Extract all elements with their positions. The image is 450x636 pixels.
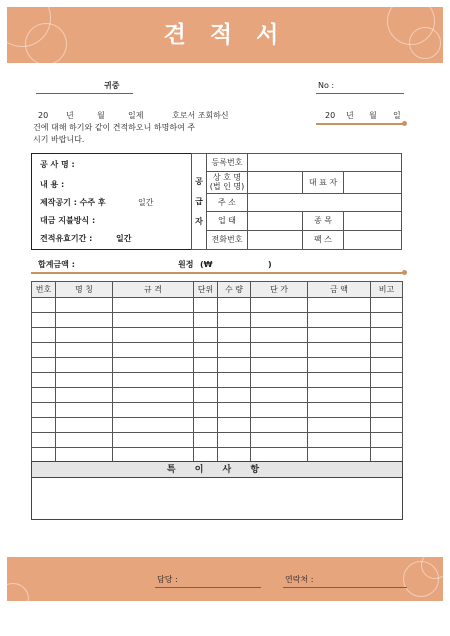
footer-manager: 담당 :: [157, 575, 178, 584]
table-cell[interactable]: [218, 313, 251, 328]
table-cell[interactable]: [113, 433, 194, 448]
table-cell[interactable]: [218, 418, 251, 433]
table-cell[interactable]: [113, 373, 194, 388]
date-dot: [402, 121, 407, 126]
value-phone[interactable]: [248, 230, 303, 249]
recipient-suffix: 귀중: [104, 81, 120, 90]
table-cell[interactable]: [194, 313, 218, 328]
field-validity-days: 일간: [116, 234, 132, 243]
table-cell[interactable]: [56, 433, 113, 448]
table-cell[interactable]: [218, 373, 251, 388]
table-cell[interactable]: [218, 358, 251, 373]
total-underline: [31, 272, 404, 274]
table-cell[interactable]: [308, 373, 371, 388]
col-note: 비고: [371, 282, 403, 298]
total-dot: [402, 270, 407, 275]
table-cell[interactable]: [371, 373, 403, 388]
table-row: [32, 388, 403, 403]
table-row: [32, 328, 403, 343]
table-cell[interactable]: [194, 388, 218, 403]
table-cell[interactable]: [56, 418, 113, 433]
table-cell[interactable]: [371, 403, 403, 418]
footer-contact: 연락처 :: [285, 575, 314, 584]
table-cell[interactable]: [308, 433, 371, 448]
table-cell[interactable]: [194, 298, 218, 313]
table-cell[interactable]: [371, 358, 403, 373]
table-cell[interactable]: [251, 433, 308, 448]
remarks-area[interactable]: [31, 478, 403, 520]
table-cell[interactable]: [308, 298, 371, 313]
header-band: [7, 7, 443, 63]
table-row: [32, 343, 403, 358]
table-cell[interactable]: [218, 298, 251, 313]
table-cell[interactable]: [32, 298, 56, 313]
field-payment: 대금 지불방식 :: [40, 216, 96, 225]
date-year: 20: [325, 111, 336, 120]
table-cell[interactable]: [32, 433, 56, 448]
value-representative[interactable]: [344, 172, 402, 193]
label-reg-no: 등록번호: [207, 154, 248, 172]
label-phone: 전화번호: [207, 230, 248, 249]
value-business[interactable]: [248, 211, 303, 230]
table-cell[interactable]: [113, 418, 194, 433]
intro-d: 일제: [128, 111, 144, 120]
table-cell[interactable]: [308, 403, 371, 418]
col-unit-price: 단 가: [251, 282, 308, 298]
recipient-underline: [36, 93, 133, 94]
label-business: 업 태: [207, 211, 248, 230]
table-cell[interactable]: [56, 328, 113, 343]
footer-manager-underline: [155, 587, 261, 588]
label-representative: 대 표 자: [303, 172, 344, 193]
supplier-side-label: 공 급 자: [192, 154, 207, 250]
label-fax: 팩 스: [303, 230, 344, 249]
table-cell[interactable]: [32, 418, 56, 433]
table-cell[interactable]: [113, 388, 194, 403]
table-cell[interactable]: [371, 433, 403, 448]
value-company[interactable]: [248, 172, 303, 193]
table-cell[interactable]: [194, 328, 218, 343]
field-period-days: 일간: [138, 198, 154, 207]
table-cell[interactable]: [32, 313, 56, 328]
footer-contact-underline: [283, 587, 407, 588]
table-cell[interactable]: [32, 388, 56, 403]
col-qty: 수 량: [218, 282, 251, 298]
table-cell[interactable]: [218, 343, 251, 358]
table-cell[interactable]: [251, 358, 308, 373]
table-row: [32, 403, 403, 418]
col-spec: 규 격: [113, 282, 194, 298]
table-cell[interactable]: [113, 403, 194, 418]
table-cell[interactable]: [251, 418, 308, 433]
table-row: [32, 358, 403, 373]
table-cell[interactable]: [32, 343, 56, 358]
table-cell[interactable]: [194, 373, 218, 388]
document-title: 견 적 서: [163, 22, 287, 48]
table-row: [32, 298, 403, 313]
remarks-header: 특 이 사 항: [31, 461, 403, 478]
table-cell[interactable]: [251, 313, 308, 328]
table-cell[interactable]: [194, 418, 218, 433]
table-cell[interactable]: [251, 298, 308, 313]
date-m: 월: [369, 111, 377, 120]
value-item[interactable]: [344, 211, 402, 230]
field-validity: 견적유효기간 :: [40, 234, 93, 243]
intro-year: 20: [38, 111, 49, 120]
table-cell[interactable]: [194, 403, 218, 418]
table-cell[interactable]: [371, 343, 403, 358]
table-cell[interactable]: [251, 328, 308, 343]
items-header-row: [32, 282, 403, 298]
label-address: 주 소: [207, 193, 248, 211]
table-row: [32, 373, 403, 388]
table-cell[interactable]: [56, 388, 113, 403]
col-unit: 단위: [194, 282, 218, 298]
date-y: 년: [346, 111, 354, 120]
table-row: [32, 313, 403, 328]
table-cell[interactable]: [113, 343, 194, 358]
table-cell[interactable]: [113, 358, 194, 373]
table-cell[interactable]: [251, 403, 308, 418]
table-cell[interactable]: [308, 328, 371, 343]
table-cell[interactable]: [194, 343, 218, 358]
number-underline: [316, 93, 404, 94]
supplier-table: [191, 153, 402, 250]
total-close: ): [268, 260, 272, 269]
table-cell[interactable]: [218, 433, 251, 448]
table-cell[interactable]: [308, 388, 371, 403]
table-cell[interactable]: [56, 373, 113, 388]
table-cell[interactable]: [56, 298, 113, 313]
intro-rest: 호로서 조회하신: [172, 111, 229, 120]
label-company: 상 호 명 (법 인 명): [207, 172, 248, 193]
table-cell[interactable]: [113, 328, 194, 343]
value-fax[interactable]: [344, 230, 402, 249]
items-table: [31, 281, 403, 478]
table-cell[interactable]: [32, 358, 56, 373]
col-number: 번호: [32, 282, 56, 298]
col-name: 명 칭: [56, 282, 113, 298]
table-cell[interactable]: [371, 328, 403, 343]
intro-m: 월: [97, 111, 105, 120]
intro-line-3: 시기 바랍니다.: [33, 135, 85, 144]
field-period: 제작공기 : 수주 후: [40, 198, 106, 207]
field-project: 공 사 명 :: [40, 160, 75, 169]
table-cell[interactable]: [56, 313, 113, 328]
table-cell[interactable]: [194, 358, 218, 373]
table-cell[interactable]: [371, 418, 403, 433]
table-cell[interactable]: [218, 403, 251, 418]
table-cell[interactable]: [56, 358, 113, 373]
table-cell[interactable]: [308, 343, 371, 358]
table-cell[interactable]: [32, 328, 56, 343]
table-cell[interactable]: [56, 403, 113, 418]
table-cell[interactable]: [371, 298, 403, 313]
table-cell[interactable]: [251, 373, 308, 388]
items-body: [32, 298, 403, 478]
total-label: 합계금액 :: [38, 260, 75, 269]
table-cell[interactable]: [308, 358, 371, 373]
value-reg-no[interactable]: [248, 154, 402, 172]
date-d: 일: [393, 111, 401, 120]
table-cell[interactable]: [218, 388, 251, 403]
table-cell[interactable]: [32, 373, 56, 388]
value-address[interactable]: [248, 193, 402, 211]
table-cell[interactable]: [194, 433, 218, 448]
table-cell[interactable]: [308, 418, 371, 433]
label-item: 종 목: [303, 211, 344, 230]
table-cell[interactable]: [371, 388, 403, 403]
table-cell[interactable]: [113, 313, 194, 328]
table-cell[interactable]: [56, 343, 113, 358]
intro-y: 년: [66, 111, 74, 120]
date-underline: [316, 123, 404, 125]
table-cell[interactable]: [251, 343, 308, 358]
table-cell[interactable]: [32, 403, 56, 418]
intro-line-2: 건에 대해 하기와 같이 견적하오니 하명하여 주: [33, 123, 196, 132]
table-row: [32, 418, 403, 433]
table-row: [32, 433, 403, 448]
number-label: No :: [318, 81, 335, 90]
table-cell[interactable]: [308, 313, 371, 328]
table-cell[interactable]: [218, 328, 251, 343]
total-open: (₩: [200, 260, 213, 269]
field-content: 내 용 :: [40, 180, 65, 189]
total-won: 원정: [178, 260, 194, 269]
table-cell[interactable]: [113, 298, 194, 313]
footer-band: [7, 557, 443, 601]
col-amount: 금 액: [308, 282, 371, 298]
table-cell[interactable]: [371, 313, 403, 328]
table-cell[interactable]: [251, 388, 308, 403]
